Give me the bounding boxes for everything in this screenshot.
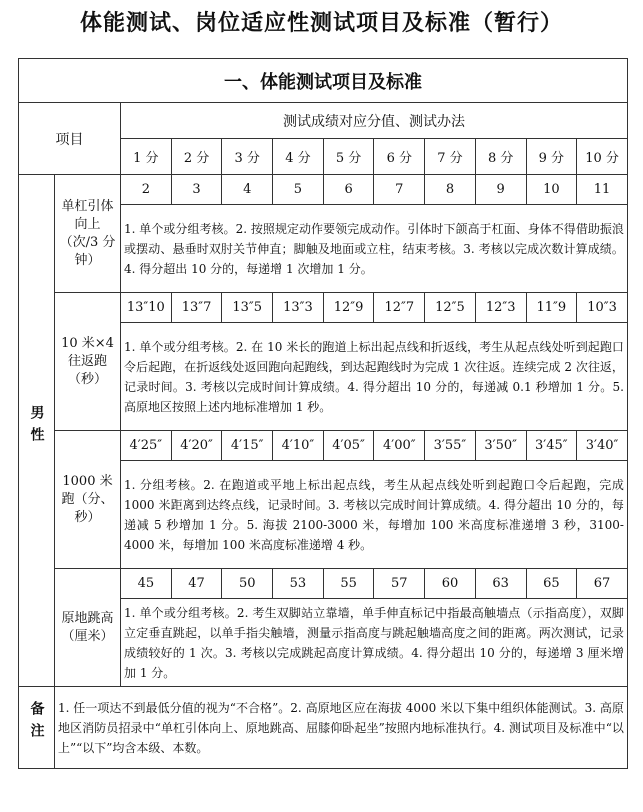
score-cell: 8 分 (475, 139, 526, 175)
note-text: 1. 任一项达不到最低分值的视为“不合格”。2. 高原地区应在海拔 4000 米以下集中组织体能测试。3. 高原地区消防员招录中“单杠引体向上、原地跳高、屈膝仰卧起坐”按照内地标准执行。4. 测试项目及标准中“以上”“以下”均含本级、本数。 (55, 687, 628, 769)
value-cell: 3′45″ (526, 431, 577, 461)
value-cell: 11″9 (526, 293, 577, 323)
page-title: 体能测试、岗位适应性测试项目及标准（暂行） (79, 11, 563, 36)
value-cell: 4 (222, 175, 273, 205)
value-cell: 63 (475, 569, 526, 599)
value-cell: 4′20″ (171, 431, 222, 461)
value-cell: 3′40″ (577, 431, 628, 461)
score-cell: 6 分 (374, 139, 425, 175)
value-cell: 13″7 (171, 293, 222, 323)
score-cell: 2 分 (171, 139, 222, 175)
value-cell: 13″5 (222, 293, 273, 323)
item-values-row (19, 175, 628, 205)
value-cell: 4′10″ (273, 431, 324, 461)
gender-text: 男性 (28, 405, 45, 449)
note-label-text: 备注 (28, 701, 45, 745)
item-name: 1000 米跑（分、秒） (55, 431, 121, 569)
value-cell: 47 (171, 569, 222, 599)
value-cell: 4′25″ (121, 431, 172, 461)
value-cell: 8 (425, 175, 476, 205)
value-cell: 12″7 (374, 293, 425, 323)
score-cell: 10 分 (577, 139, 628, 175)
section-title: 一、体能测试项目及标准 (19, 59, 628, 103)
item-values-row (19, 293, 628, 323)
value-cell: 7 (374, 175, 425, 205)
value-cell: 6 (323, 175, 374, 205)
gender-label (19, 175, 55, 687)
value-cell: 45 (121, 569, 172, 599)
value-cell: 13″10 (121, 293, 172, 323)
standards-table (18, 58, 628, 769)
score-cell: 1 分 (121, 139, 172, 175)
value-cell: 10″3 (577, 293, 628, 323)
item-name: 10 米×4往返跑（秒） (55, 293, 121, 431)
value-cell: 12″5 (425, 293, 476, 323)
item-values-row (19, 569, 628, 599)
item-method: 1. 单个或分组考核。2. 按照规定动作要领完成动作。引体时下颌高于杠面、身体不得借助振浪或摆动、悬垂时双肘关节伸直；脚触及地面或立柱，结束考核。3. 考核以完成次数计算成绩。4. 得分超出 10 分的，每递增 1 次增加 1 分。 (121, 205, 628, 293)
note-row (19, 687, 628, 769)
item-values-row (19, 431, 628, 461)
value-cell: 2 (121, 175, 172, 205)
value-cell: 4′15″ (222, 431, 273, 461)
value-cell: 57 (374, 569, 425, 599)
value-cell: 12″9 (323, 293, 374, 323)
score-cell: 3 分 (222, 139, 273, 175)
value-cell: 65 (526, 569, 577, 599)
item-name: 单杠引体向上（次/3 分钟） (55, 175, 121, 293)
value-cell: 60 (425, 569, 476, 599)
value-cell: 55 (323, 569, 374, 599)
value-cell: 67 (577, 569, 628, 599)
item-method: 1. 分组考核。2. 在跑道或平地上标出起点线，考生从起点线处听到起跑口令后起跑，完成 1000 米距离到达终点线，记录时间。3. 考核以完成时间计算成绩。4. 得分超出 10 分的，每递减 5 秒增加 1 分。5. 海拔 2100-3000 米，每增加 100 米高度标准递增 3 秒，3100-4000 米，每增加 100 米高度标准递增 4 秒。 (121, 461, 628, 569)
score-cell: 4 分 (273, 139, 324, 175)
score-cell: 5 分 (323, 139, 374, 175)
value-cell: 11 (577, 175, 628, 205)
value-cell: 3′50″ (475, 431, 526, 461)
score-cell: 7 分 (425, 139, 476, 175)
value-cell: 5 (273, 175, 324, 205)
value-cell: 12″3 (475, 293, 526, 323)
value-cell: 13″3 (273, 293, 324, 323)
score-cell: 9 分 (526, 139, 577, 175)
value-cell: 10 (526, 175, 577, 205)
value-cell: 4′05″ (323, 431, 374, 461)
item-method: 1. 单个或分组考核。2. 考生双脚站立靠墙，单手伸直标记中指最高触墙点（示指高度），双脚立定垂直跳起，以单手指尖触墙，测量示指高度与跳起触墙高度之间的距离。两次测试，记录成绩较好的 1 次。3. 考核以完成跳起高度计算成绩。4. 得分超出 10 分的，每递增 3 厘米增加 1 分。 (121, 599, 628, 687)
item-name: 原地跳高（厘米） (55, 569, 121, 687)
item-method: 1. 单个或分组考核。2. 在 10 米长的跑道上标出起点线和折返线，考生从起点线处听到起跑口令后起跑，在折返线处返回跑向起跑线，到达起跑线时为完成 1 次往返。连续完成 2 次往返，记录时间。3. 考核以完成时间计算成绩。4. 得分超出 10 分的，每递减 0.1 秒增加 1 分。5. 高原地区按照上述内地标准增加 1 秒。 (121, 323, 628, 431)
value-cell: 3′55″ (425, 431, 476, 461)
score-header: 测试成绩对应分值、测试办法 (121, 103, 628, 139)
value-cell: 9 (475, 175, 526, 205)
project-header: 项目 (19, 103, 121, 175)
note-label (19, 687, 55, 769)
value-cell: 50 (222, 569, 273, 599)
value-cell: 3 (171, 175, 222, 205)
value-cell: 53 (273, 569, 324, 599)
value-cell: 4′00″ (374, 431, 425, 461)
